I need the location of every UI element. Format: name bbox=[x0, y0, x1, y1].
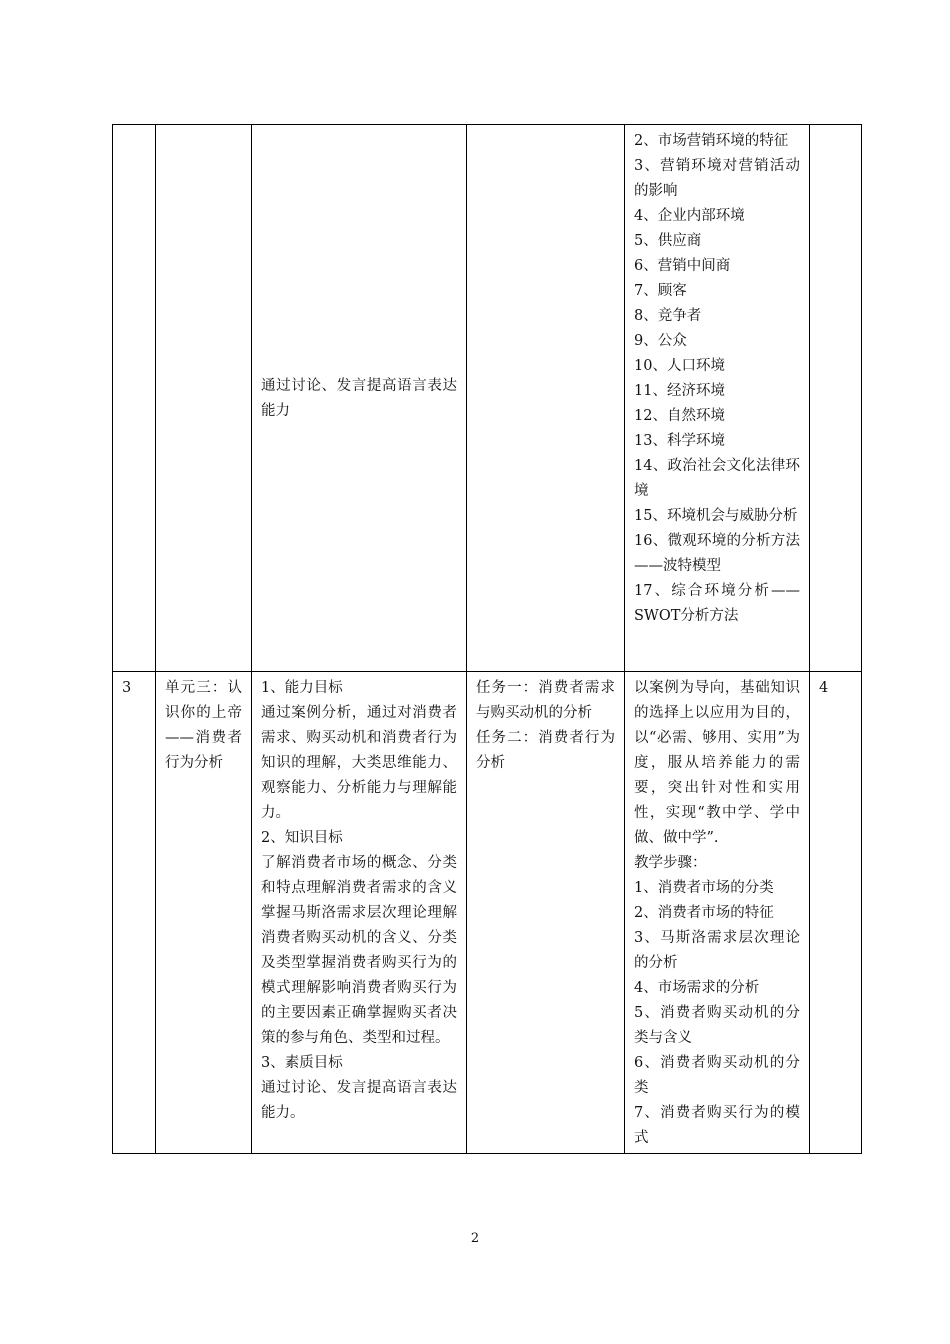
page-number: 2 bbox=[470, 1231, 480, 1246]
content-item: 3、营销环境对营销活动的影响 bbox=[634, 158, 800, 199]
objective-heading: 2、知识目标 bbox=[261, 830, 343, 846]
method-cell bbox=[625, 672, 810, 1154]
content-item: 4、企业内部环境 bbox=[634, 208, 745, 224]
objectives-text: 通过讨论、发言提高语言表达能力 bbox=[261, 378, 457, 419]
content-item: 17、综合环境分析——SWOT分析方法 bbox=[634, 583, 800, 624]
content-item: 5、供应商 bbox=[634, 233, 702, 249]
unit-title-cell bbox=[156, 672, 252, 1154]
objective-text: 通过讨论、发言提高语言表达能力。 bbox=[261, 1080, 457, 1121]
objective-heading: 3、素质目标 bbox=[261, 1055, 343, 1071]
hours-cell bbox=[810, 672, 862, 1154]
method-intro: 以案例为导向，基础知识的选择上以应用为目的，以“必需、够用、实用”为度，服从培养能力的需要，突出针对性和实用性，实现“教中学、学中做、做中学”. bbox=[634, 680, 800, 846]
objective-text: 通过案例分析，通过对消费者需求、购买动机和消费者行为知识的理解，大类思维能力、观察能力、分析能力与理解能力。 bbox=[261, 705, 457, 821]
objectives-cell bbox=[252, 125, 467, 672]
unit-cell-empty bbox=[156, 125, 252, 672]
course-syllabus-table bbox=[112, 124, 862, 1154]
unit-title: 单元三：认识你的上帝——消费者行为分析 bbox=[165, 680, 242, 771]
task-item: 任务一：消费者需求与购买动机的分析 bbox=[476, 680, 615, 721]
tasks-cell bbox=[467, 672, 625, 1154]
step-item: 4、市场需求的分析 bbox=[634, 980, 760, 996]
content-cell bbox=[625, 125, 810, 672]
content-item: 14、政治社会文化法律环境 bbox=[634, 458, 800, 499]
content-item: 10、人口环境 bbox=[634, 358, 725, 374]
content-item: 15、环境机会与威胁分析 bbox=[634, 508, 798, 524]
objectives-list bbox=[261, 676, 457, 1126]
content-item: 9、公众 bbox=[634, 333, 687, 349]
table-row-unit-3 bbox=[113, 672, 862, 1154]
number-cell bbox=[113, 672, 156, 1154]
content-item: 11、经济环境 bbox=[634, 383, 725, 399]
objectives-cell bbox=[252, 672, 467, 1154]
content-item: 2、市场营销环境的特征 bbox=[634, 133, 789, 149]
content-item: 7、顾客 bbox=[634, 283, 687, 299]
number-cell-empty bbox=[113, 125, 156, 672]
objective-heading: 1、能力目标 bbox=[261, 680, 343, 696]
tasks-cell-empty bbox=[467, 125, 625, 672]
hours-value: 4 bbox=[819, 680, 829, 696]
hours-cell-empty bbox=[810, 125, 862, 672]
step-item: 1、消费者市场的分类 bbox=[634, 880, 774, 896]
content-item: 16、微观环境的分析方法——波特模型 bbox=[634, 533, 800, 574]
step-item: 5、消费者购买动机的分类与含义 bbox=[634, 1005, 800, 1046]
content-item: 12、自然环境 bbox=[634, 408, 725, 424]
content-list bbox=[634, 129, 800, 629]
objective-text: 了解消费者市场的概念、分类和特点理解消费者需求的含义掌握马斯洛需求层次理论理解消费者购买动机的含义、分类及类型掌握消费者购买行为的模式理解影响消费者购买行为的主要因素正确掌握购买者决策的参与角色、类型和过程。 bbox=[261, 855, 457, 1046]
content-item: 8、竞争者 bbox=[634, 308, 702, 324]
steps-label: 教学步骤： bbox=[634, 855, 707, 871]
unit-number: 3 bbox=[122, 680, 132, 696]
step-item: 2、消费者市场的特征 bbox=[634, 905, 774, 921]
step-item: 3、马斯洛需求层次理论的分析 bbox=[634, 930, 800, 971]
table-row-continued bbox=[113, 125, 862, 672]
task-item: 任务二：消费者行为分析 bbox=[476, 730, 615, 771]
step-item: 7、消费者购买行为的模式 bbox=[634, 1105, 800, 1146]
step-item: 6、消费者购买动机的分类 bbox=[634, 1055, 800, 1096]
content-item: 13、科学环境 bbox=[634, 433, 725, 449]
content-item: 6、营销中间商 bbox=[634, 258, 731, 274]
